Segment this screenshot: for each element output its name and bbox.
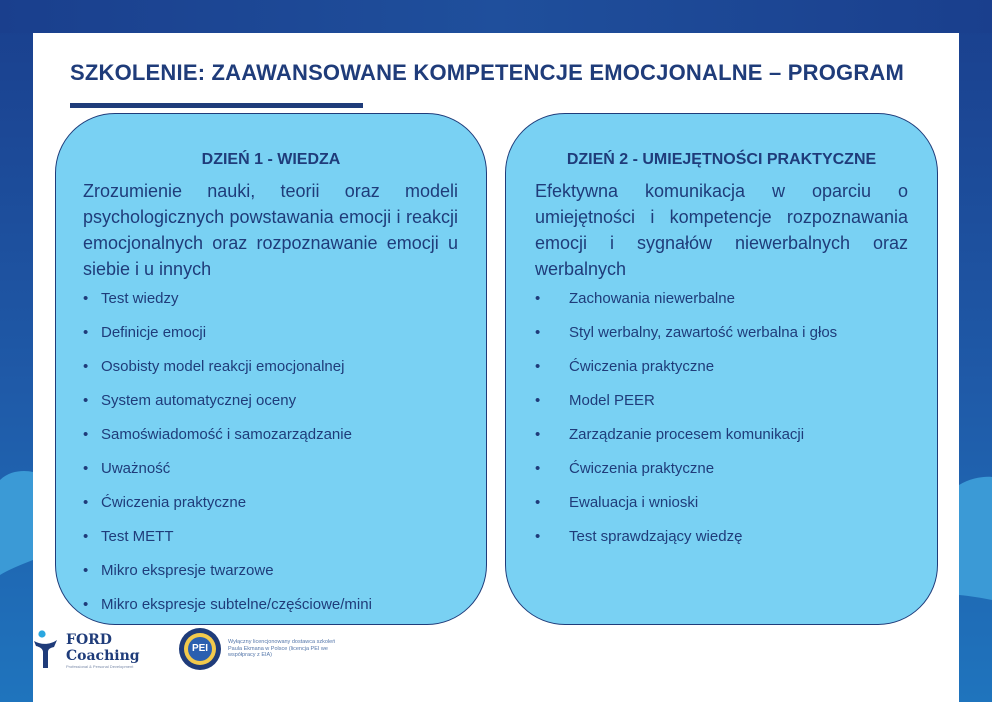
- person-icon: [32, 628, 64, 670]
- bullet-icon: •: [83, 562, 89, 579]
- bullet-icon: •: [83, 460, 89, 477]
- ford-tagline: Professional & Personal Development: [66, 664, 134, 669]
- bullet-icon: •: [535, 358, 541, 375]
- bullet-icon: •: [535, 528, 541, 545]
- bullet-icon: •: [535, 324, 541, 341]
- day2-heading: DZIEŃ 2 - UMIEJĘTNOŚCI PRAKTYCZNE: [566, 151, 877, 168]
- bullet-icon: •: [83, 392, 89, 409]
- bullet-icon: •: [83, 494, 89, 511]
- bullet-icon: •: [83, 426, 89, 443]
- ford-coaching-logo: [32, 628, 172, 673]
- bullet-icon: •: [535, 494, 541, 511]
- bullet-icon: •: [535, 392, 541, 409]
- bullet-icon: •: [83, 324, 89, 341]
- bullet-icon: •: [83, 358, 89, 375]
- bullet-icon: •: [83, 596, 89, 613]
- bullet-icon: •: [83, 290, 89, 307]
- bullet-icon: •: [535, 290, 541, 307]
- bullet-icon: •: [535, 460, 541, 477]
- day1-heading: DZIEŃ 1 - WIEDZA: [201, 151, 341, 168]
- day1-panel: DZIEŃ 1 - WIEDZA Zrozumienie nauki, teorii oraz modeli psychologicznych powstawania emocji i reakcji emocjonalnych oraz rozpoznawanie emocji u siebie i u innych • Test wiedzy • Definicje emocji • Osobisty model reakcji emocjonalnej • System automatycznej oceny • Samoświadomość i samozarządzanie • Uważność • Ćwiczenia praktyczne • Test METT • Mikro ekspresje twarzowe • Mikro ekspresje subtelne/częściowe/mini: [55, 113, 487, 625]
- bullet-icon: •: [535, 426, 541, 443]
- day2-description: Efektywna komunikacja w oparciu o umiejętności i kompetencje rozpoznawania emocji i sygnałów niewerbalnych oraz werbalnych: [535, 181, 908, 279]
- ford-name: FORD: [66, 632, 112, 648]
- title-underline: [70, 103, 363, 108]
- day1-description: Zrozumienie nauki, teorii oraz modeli psychologicznych powstawania emocji i reakcji emocjonalnych oraz rozpoznawanie emocji u siebie i u innych: [83, 181, 458, 279]
- pei-text: Wyłączny licencjonowany dostawca szkoleń Paula Ekmana w Polsce (licencja PEI we współpracy z EIA): [228, 639, 336, 658]
- day2-panel: DZIEŃ 2 - UMIEJĘTNOŚCI PRAKTYCZNE Efektywna komunikacja w oparciu o umiejętności i kompetencje rozpoznawania emocji i sygnałów niewerbalnych oraz werbalnych • Zachowania niewerbalne • Styl werbalny, zawartość werbalna i głos • Ćwiczenia praktyczne • Model PEER • Zarządzanie procesem komunikacji • Ćwiczenia praktyczne • Ewaluacja i wnioski • Test sprawdzający wiedzę: [505, 113, 938, 625]
- coaching-name: Coaching: [66, 648, 140, 664]
- pei-logo: [178, 627, 348, 671]
- pei-seal-label: PEI: [191, 643, 209, 654]
- bullet-icon: •: [83, 528, 89, 545]
- page-title: SZKOLENIE: ZAAWANSOWANE KOMPETENCJE EMOCJONALNE – PROGRAM: [70, 60, 905, 85]
